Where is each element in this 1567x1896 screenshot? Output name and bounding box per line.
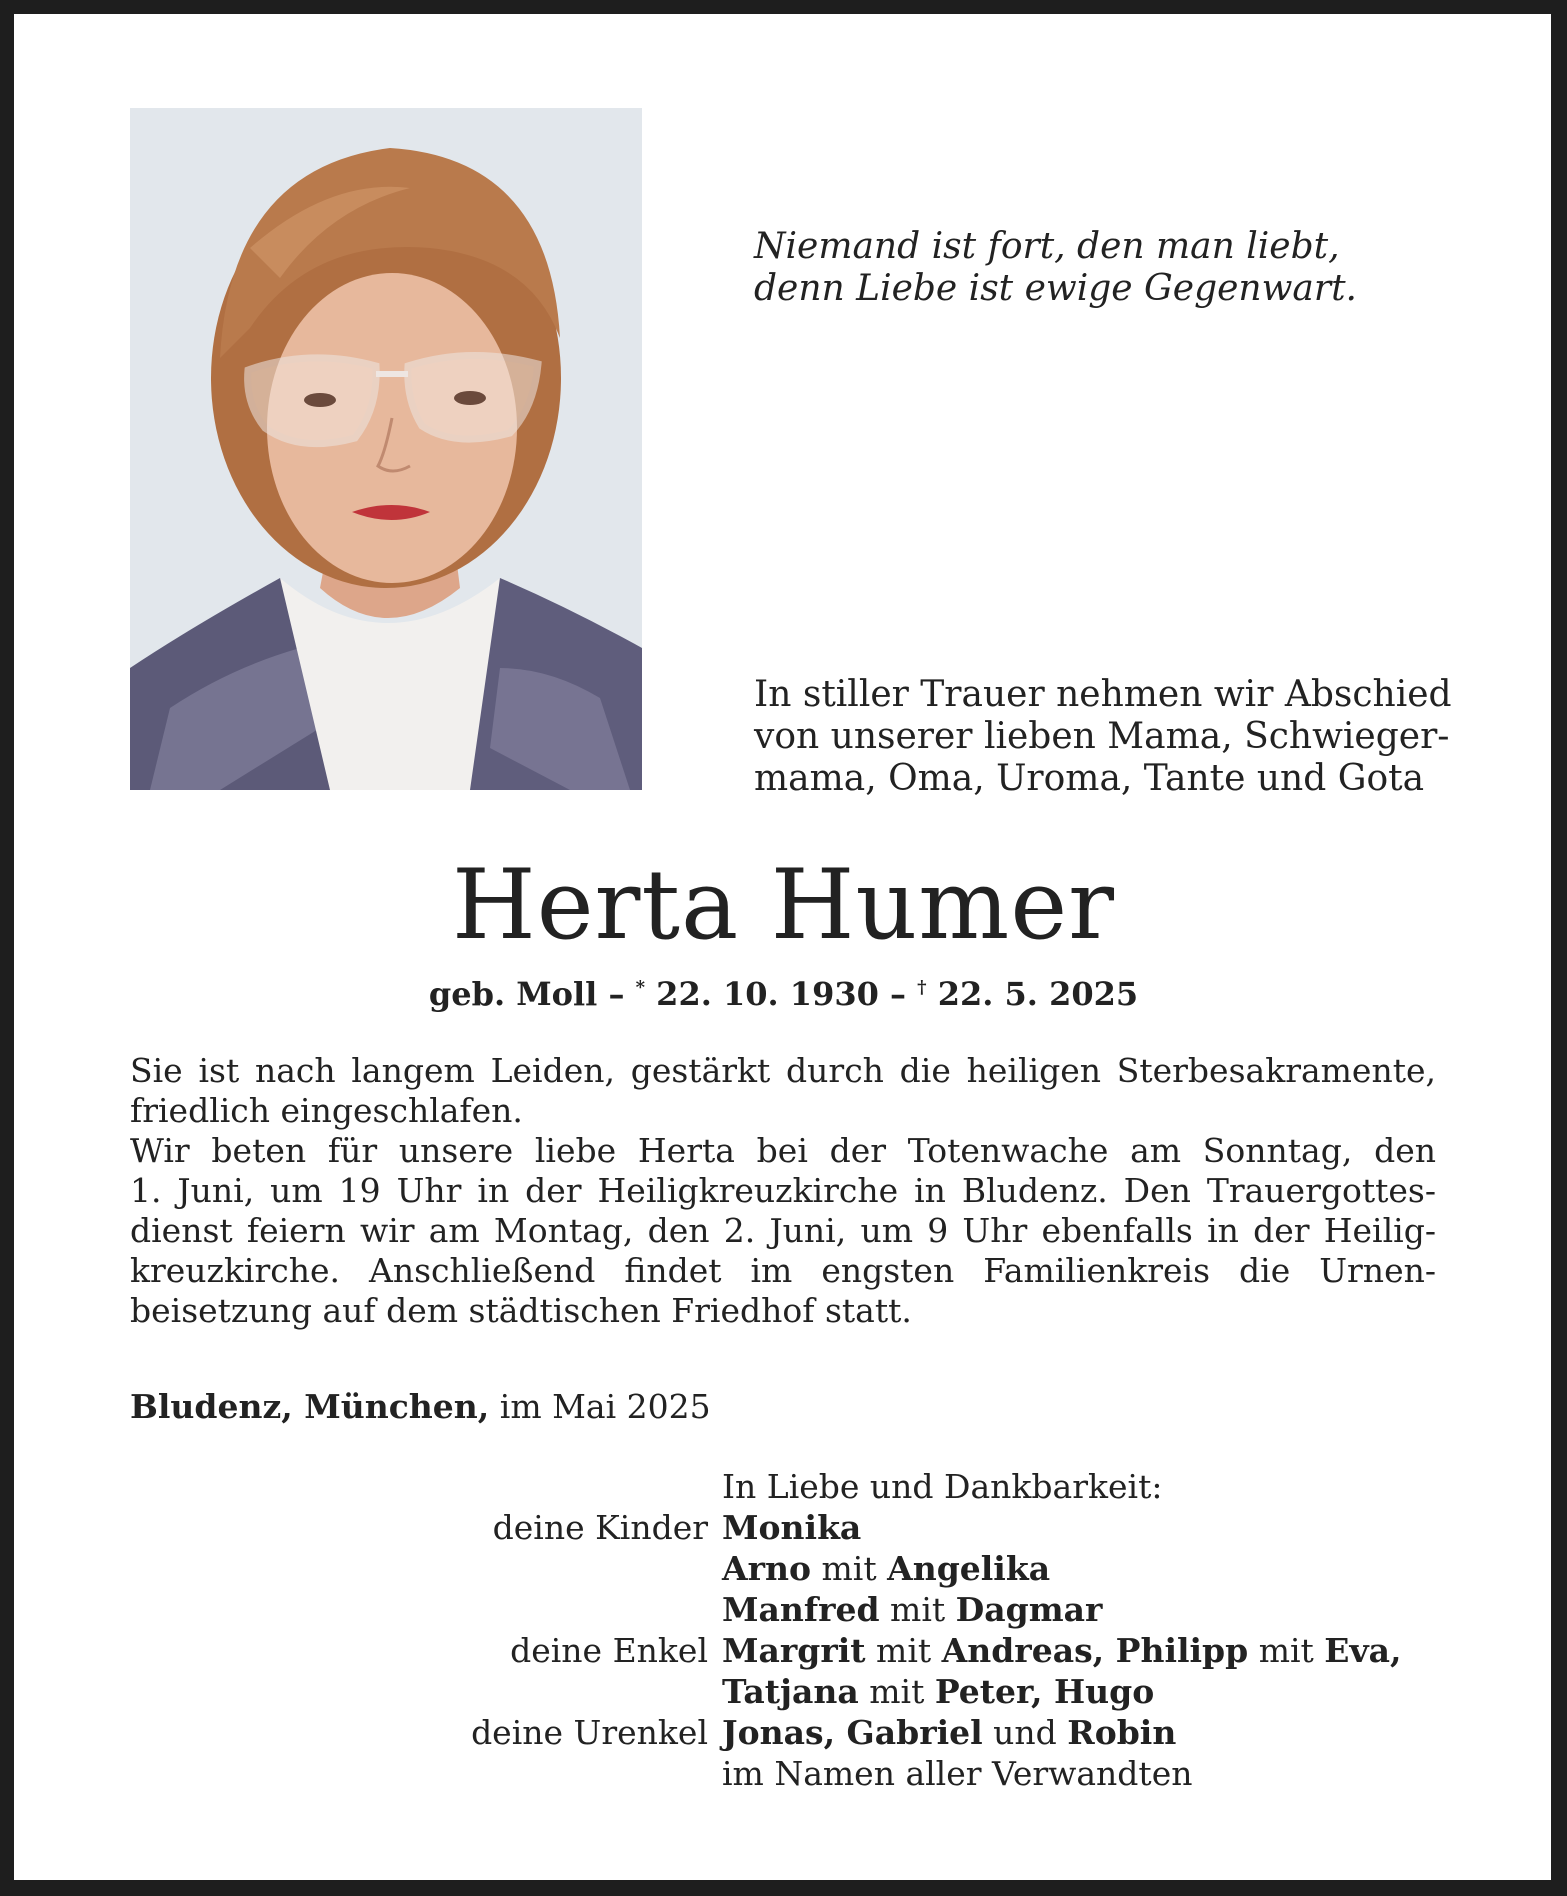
urenkel-name: Jonas, Gabriel [722,1713,983,1752]
enkel-name: Peter, Hugo [934,1672,1155,1711]
intro-line-3: mama, Oma, Uroma, Tante und Gota [754,758,1425,799]
deceased-name: Herta Humer [451,849,1116,961]
family-row-kinder-2 [0,1548,1567,1589]
birth-symbol: * [635,977,646,998]
family-closing: im Namen aller Verwandten [722,1754,1193,1793]
and-word: und [982,1713,1068,1752]
kinder-entry-2 [722,1548,1050,1589]
urenkel-name: Robin [1067,1713,1177,1752]
motto-quote [754,226,1474,310]
dash-2: – [878,975,918,1013]
life-dates [0,968,1567,1014]
family-row-kinder-1 [0,1507,1567,1548]
kinder-entry-3 [722,1589,1102,1630]
family-row-enkel-2 [0,1671,1567,1712]
kinder-entry-1 [722,1507,861,1548]
with-word: mit [865,1631,942,1670]
death-date: 22. 5. 2025 [926,975,1139,1013]
place-month: im Mai 2025 [489,1387,711,1426]
family-heading: In Liebe und Dankbarkeit: [722,1467,1163,1506]
body-line-1: Sie ist nach langem Leiden, gestärkt durch die heiligen Sterbesakramente, [130,1051,1436,1090]
with-word: mit [811,1549,888,1588]
family-list [0,1466,1567,1794]
urenkel-entry [722,1712,1176,1753]
enkel-entry-1 [722,1630,1402,1671]
intro-line-2: von unserer lieben Mama, Schwieger- [754,716,1450,757]
place-date [130,1387,711,1427]
with-word: mit [1248,1631,1325,1670]
body-line-3: Wir beten für unsere liebe Herta bei der Totenwache am Sonntag, den [130,1131,1436,1170]
place-cities: Bludenz, München, [130,1387,490,1426]
kinder-label: deine Kinder [492,1508,708,1547]
enkel-name: Tatjana [722,1672,859,1711]
portrait-photo [130,108,642,790]
urenkel-label: deine Urenkel [471,1713,708,1752]
intro-line-1: In stiller Trauer nehmen wir Abschied [754,674,1452,715]
family-row-enkel-1 [0,1630,1567,1671]
with-word: mit [858,1672,935,1711]
portrait-photo-icon [130,108,642,790]
death-symbol: † [917,977,927,998]
maiden-name: geb. Moll [428,975,598,1013]
with-word: mit [879,1590,956,1629]
birth-date: 22. 10. 1930 [645,975,879,1013]
family-closing-row [0,1753,1567,1794]
family-row-kinder-3 [0,1589,1567,1630]
body-line-7: beisetzung auf dem städtischen Friedhof statt. [130,1291,912,1330]
enkel-entry-2 [722,1671,1154,1712]
enkel-label: deine Enkel [510,1631,708,1670]
dash-1: – [597,975,636,1013]
body-line-4: 1. Juni, um 19 Uhr in der Heiligkreuzkirche in Bludenz. Den Trauergottes- [130,1171,1436,1210]
enkel-name: Eva, [1324,1631,1402,1670]
family-heading-row [0,1466,1567,1507]
enkel-name: Margrit [722,1631,866,1670]
kind-partner: Angelika [887,1549,1051,1588]
announcement-body [130,1051,1436,1331]
body-line-2: friedlich eingeschlafen. [130,1091,523,1130]
kind-name: Manfred [722,1590,880,1629]
enkel-name: Andreas, Philipp [941,1631,1249,1670]
kind-name: Monika [722,1508,862,1547]
kind-name: Arno [722,1549,811,1588]
body-line-6: kreuzkirche. Anschließend findet im engsten Familienkreis die Urnen- [130,1251,1436,1290]
motto-line-2: denn Liebe ist ewige Gegenwart. [754,268,1357,309]
body-line-5: dienst feiern wir am Montag, den 2. Juni, um 9 Uhr ebenfalls in der Heilig- [130,1211,1436,1250]
motto-line-1: Niemand ist fort, den man liebt, [754,226,1340,267]
family-row-urenkel [0,1712,1567,1753]
intro-text [754,674,1454,800]
kind-partner: Dagmar [955,1590,1103,1629]
